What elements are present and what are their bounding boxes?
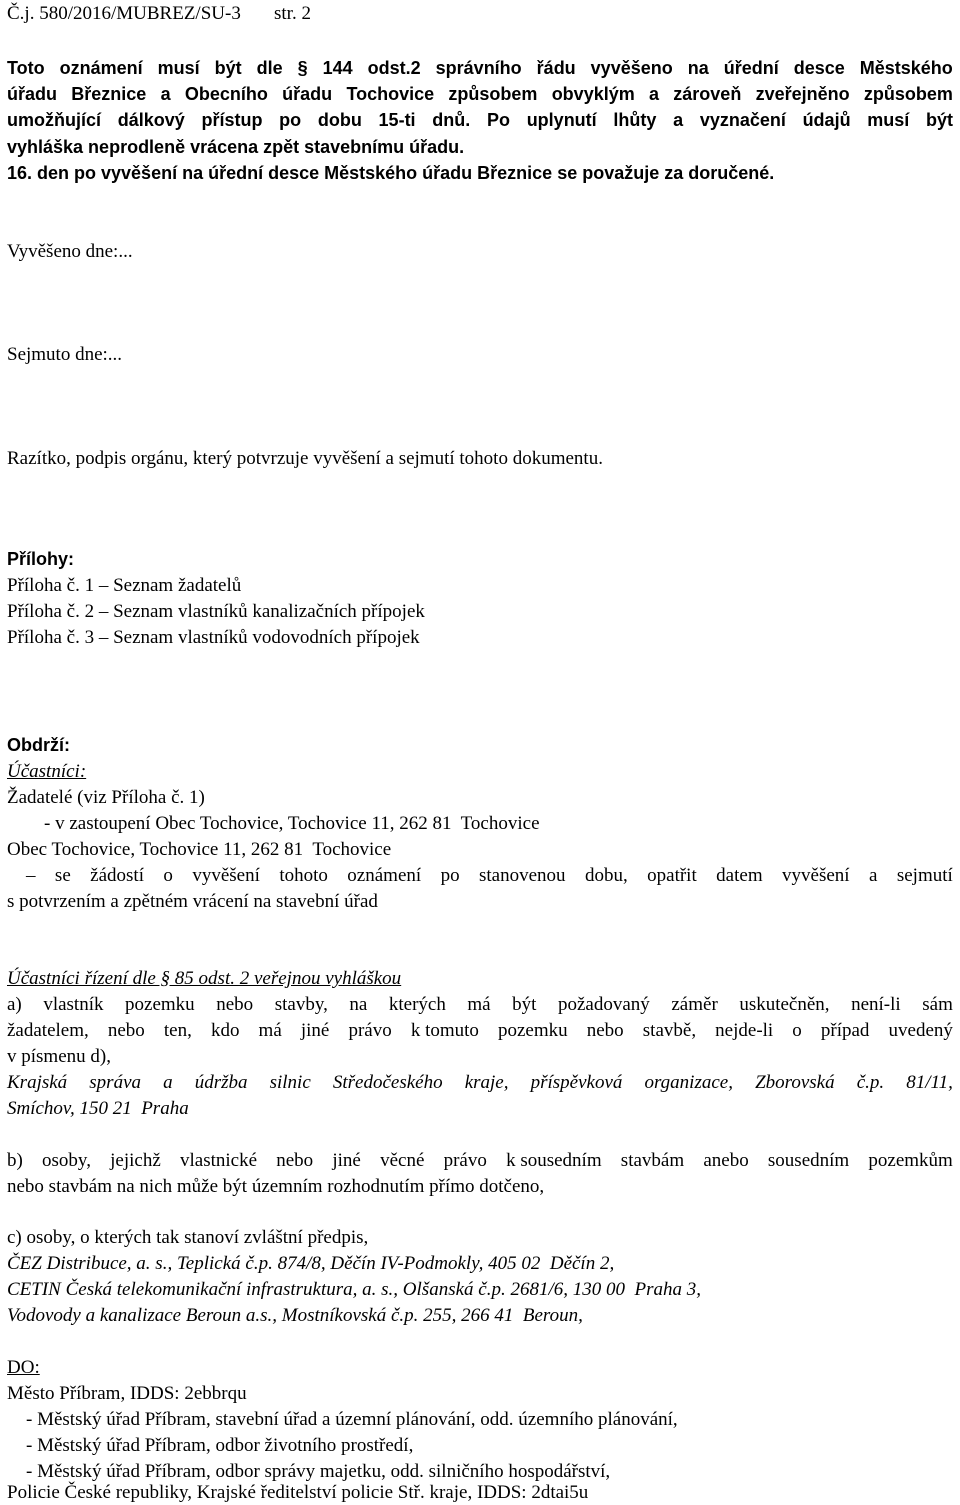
notice-line-2 <box>7 82 953 106</box>
word: dle <box>256 58 283 78</box>
reference-number: Č.j. 580/2016/MUBREZ/SU-3 <box>7 3 241 24</box>
word: po <box>279 110 302 130</box>
word: pozemku <box>498 1020 568 1041</box>
notice-line-3 <box>7 108 953 132</box>
item-c-org: CETIN Česká telekomunikační infrastruktura, a. s., Olšanská č.p. 2681/6, 130 00 Praha 3, <box>7 1279 701 1300</box>
word: Městského <box>859 58 953 78</box>
word: Krajská <box>7 1072 68 1093</box>
item-b-line-1 <box>7 1149 953 1173</box>
do-line: Město Příbram, IDDS: 2ebbrqu <box>7 1383 247 1404</box>
word: údržba <box>194 1072 248 1093</box>
word: stavbám <box>620 1150 685 1171</box>
word: lhůty <box>613 110 657 130</box>
item-c-org: Vodovody a kanalizace Beroun a.s., Mostníkovská č.p. 255, 266 41 Beroun, <box>7 1305 583 1326</box>
word: desce <box>793 58 845 78</box>
municipality-line: Obec Tochovice, Tochovice 11, 262 81 Tochovice <box>7 839 392 860</box>
word: být <box>512 994 537 1015</box>
word: jiné <box>300 1020 330 1041</box>
word: k sousedním <box>506 1150 602 1171</box>
word: zveřejněno <box>755 84 850 104</box>
word: jiné <box>332 1150 361 1171</box>
attachments-heading: Přílohy: <box>7 549 75 569</box>
word: věcné <box>380 1150 425 1171</box>
word: být <box>214 58 242 78</box>
word: jejichž <box>110 1150 161 1171</box>
word: stavbě, <box>642 1020 697 1041</box>
item-c-org: ČEZ Distribuce, a. s., Teplická č.p. 874/8, Děčín IV-Podmokly, 405 02 Děčín 2, <box>7 1253 615 1274</box>
word: o <box>792 1020 802 1041</box>
word: Březnice <box>71 84 147 104</box>
word: a) <box>7 994 22 1015</box>
word: stavby, <box>274 994 328 1015</box>
word: dobu, <box>584 865 628 886</box>
word: žadatelem, <box>7 1020 89 1041</box>
page-number: str. 2 <box>274 3 311 24</box>
word: právo <box>443 1150 487 1171</box>
word: pozemkům <box>868 1150 953 1171</box>
do-line: - Městský úřad Příbram, stavební úřad a územní plánování, odd. územního plánování, <box>26 1409 678 1430</box>
word: kraje, <box>464 1072 509 1093</box>
word: správa <box>89 1072 142 1093</box>
word: a <box>160 84 171 104</box>
word: případ <box>820 1020 870 1041</box>
item-a-org-line-1 <box>7 1071 953 1095</box>
word: úřadu <box>7 84 58 104</box>
word: kterých <box>388 994 446 1015</box>
word: dálkový <box>117 110 185 130</box>
word: má <box>258 1020 282 1041</box>
word: pozemku <box>125 994 195 1015</box>
word: úřední <box>723 58 779 78</box>
word: anebo <box>703 1150 749 1171</box>
word: vyvěšení <box>192 865 260 886</box>
word: Zborovská <box>755 1072 835 1093</box>
word: vlastník <box>43 994 104 1015</box>
word: má <box>467 994 491 1015</box>
word: a <box>649 84 660 104</box>
word: dobu <box>317 110 362 130</box>
notice-line-5: 16. den po vyvěšení na úřední desce Městského úřadu Březnice se považuje za doručené. <box>7 163 775 183</box>
word: ten, <box>163 1020 192 1041</box>
word: 81/11, <box>906 1072 953 1093</box>
word: vyvěšení <box>782 865 850 886</box>
page-header <box>7 2 311 26</box>
word: kdo <box>210 1020 240 1041</box>
word: přístup <box>201 110 263 130</box>
word: nebo <box>586 1020 624 1041</box>
applicants-line: Žadatelé (viz Příloha č. 1) <box>7 787 205 808</box>
word: řádu <box>536 58 576 78</box>
word: být <box>925 110 953 130</box>
word: uvedený <box>888 1020 953 1041</box>
word: opatřit <box>647 865 697 886</box>
do-line: - Městský úřad Příbram, odbor životního prostředí, <box>26 1435 414 1456</box>
request-line-2: s potvrzením a zpětném vrácení na stavební úřad <box>7 891 378 912</box>
word: na <box>349 994 368 1015</box>
item-b-line-2: nebo stavbám na nich může být územním rozhodnutím přímo dotčeno, <box>7 1176 545 1197</box>
word: se <box>54 865 71 886</box>
word: právo <box>348 1020 392 1041</box>
word: 15-ti <box>378 110 416 130</box>
word: § <box>297 58 308 78</box>
word: nebo <box>107 1020 145 1041</box>
word: sejmutí <box>896 865 953 886</box>
do-label: DO: <box>7 1357 40 1378</box>
proceedings-label: Účastníci řízení dle § 85 odst. 2 veřejnou vyhláškou <box>7 968 402 989</box>
attachment-item: Příloha č. 3 – Seznam vlastníků vodovodních přípojek <box>7 627 420 648</box>
word: umožňující <box>7 110 101 130</box>
word: vyvěšeno <box>590 58 673 78</box>
word: Tochovice <box>346 84 435 104</box>
word: požadovaný <box>558 994 650 1015</box>
attachment-item: Příloha č. 2 – Seznam vlastníků kanalizačních přípojek <box>7 601 425 622</box>
word: a <box>869 865 878 886</box>
stamp-note: Razítko, podpis orgánu, který potvrzuje vyvěšení a sejmutí tohoto dokumentu. <box>7 448 603 469</box>
do-line: Policie České republiky, Krajské ředitelství policie Stř. kraje, IDDS: 2dtai5u <box>7 1482 589 1503</box>
word: – <box>26 865 36 886</box>
word: 144 <box>322 58 353 78</box>
recipients-heading: Obdrží: <box>7 735 70 755</box>
word: o <box>163 865 173 886</box>
word: příspěvková <box>530 1072 623 1093</box>
word: nejde-li <box>715 1020 774 1041</box>
word: obvyklým <box>551 84 635 104</box>
item-a-org-line-2: Smíchov, 150 21 Praha <box>7 1098 189 1119</box>
representation-line: - v zastoupení Obec Tochovice, Tochovice 11, 262 81 Tochovice <box>44 813 540 834</box>
word: b) <box>7 1150 23 1171</box>
word: odst.2 <box>367 58 421 78</box>
word: tohoto <box>279 865 328 886</box>
participants-label: Účastníci: <box>7 761 87 782</box>
word: záměr <box>671 994 718 1015</box>
attachment-item: Příloha č. 1 – Seznam žadatelů <box>7 575 242 596</box>
word: uskutečněn, <box>739 994 830 1015</box>
item-c-line: c) osoby, o kterých tak stanoví zvláštní předpis, <box>7 1227 369 1248</box>
notice-line-4: vyhláška neprodleně vrácena zpět stavebnímu úřadu. <box>7 137 465 157</box>
word: č.p. <box>856 1072 885 1093</box>
word: datem <box>716 865 763 886</box>
word: Středočeského <box>332 1072 443 1093</box>
word: Toto <box>7 58 45 78</box>
word: a <box>163 1072 173 1093</box>
word: údajů <box>802 110 851 130</box>
word: oznámení <box>347 865 422 886</box>
word: způsobem <box>448 84 538 104</box>
word: musí <box>157 58 200 78</box>
word: žádostí <box>90 865 144 886</box>
word: a <box>673 110 684 130</box>
word: silnic <box>269 1072 311 1093</box>
word: uplynutí <box>526 110 597 130</box>
word: vyznačení <box>699 110 786 130</box>
word: k tomuto <box>410 1020 479 1041</box>
word: stanovenou <box>479 865 566 886</box>
item-a-line-1 <box>7 993 953 1017</box>
request-line-1 <box>26 864 953 888</box>
word: na <box>687 58 709 78</box>
word: správního <box>435 58 522 78</box>
item-a-line-2 <box>7 1019 953 1043</box>
word: Obecního <box>184 84 268 104</box>
word: oznámení <box>59 58 143 78</box>
word: musí <box>867 110 910 130</box>
word: není-li <box>851 994 901 1015</box>
word: sousedním <box>767 1150 850 1171</box>
word: úřadu <box>282 84 333 104</box>
word: zároveň <box>673 84 742 104</box>
word: nebo <box>216 994 254 1015</box>
word: Po <box>486 110 510 130</box>
posted-date: Vyvěšeno dne:... <box>7 241 133 262</box>
word: způsobem <box>863 84 953 104</box>
item-a-line-3: v písmenu d), <box>7 1046 111 1067</box>
removed-date: Sejmuto dne:... <box>7 344 123 365</box>
word: sám <box>922 994 953 1015</box>
word: vlastnické <box>180 1150 258 1171</box>
notice-line-1 <box>7 56 953 80</box>
word: nebo <box>276 1150 314 1171</box>
do-line: - Městský úřad Příbram, odbor správy majetku, odd. silničního hospodářství, <box>26 1461 611 1482</box>
word: po <box>440 865 460 886</box>
word: osoby, <box>42 1150 91 1171</box>
word: dnů. <box>432 110 471 130</box>
word: organizace, <box>644 1072 733 1093</box>
